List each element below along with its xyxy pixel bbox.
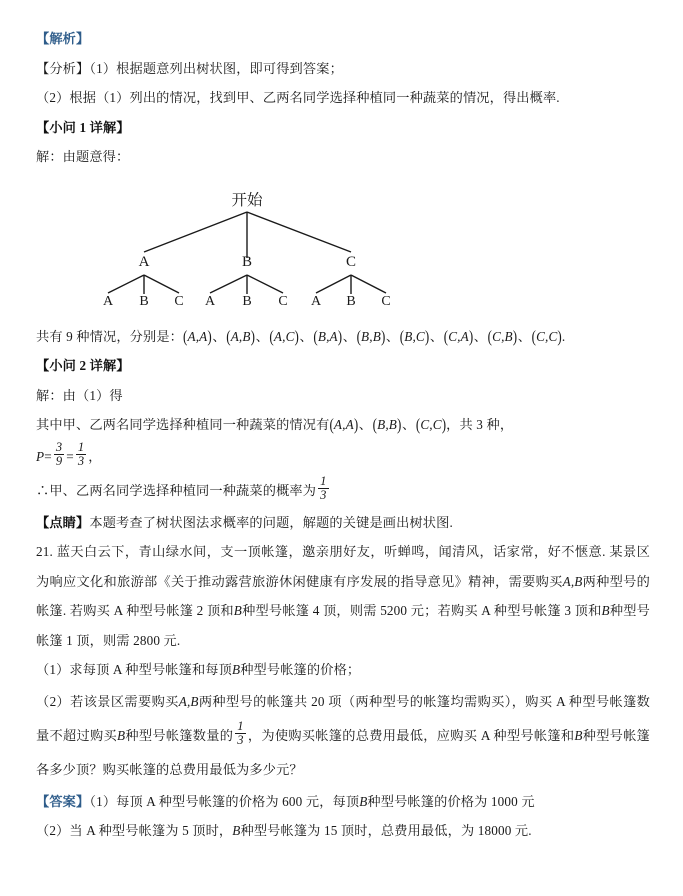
pair-first: B [361, 328, 370, 344]
outcome-pair-4 [356, 326, 386, 346]
pair-comma: , [501, 328, 505, 344]
pair-comma: , [385, 417, 389, 432]
tree-leaf-4: B [242, 293, 252, 309]
left-paren: ( [269, 326, 274, 346]
tree-node-c: C [345, 253, 357, 270]
fraction-three-ninths [54, 441, 64, 468]
outcome-pair-separator: 、 [212, 328, 226, 344]
dianjing-tag: 【点睛】 [36, 514, 90, 530]
sub2-text-4: ，为使购买帐篷的总费用最低，应购买 A 种型号帐篷和 [247, 727, 575, 743]
left-paren: ( [356, 326, 362, 346]
outcome-pair-1 [226, 326, 256, 346]
fenxi-line-2: （2）根据（1）列出的情况，找到甲、乙两名同学选择种植同一种蔬菜的情况，得出概率. [36, 90, 560, 105]
answer-1-suffix: 种型号帐篷的价格为 1000 元 [367, 793, 535, 809]
left-paren: ( [372, 414, 378, 435]
tree-leaf-3: A [204, 293, 216, 309]
answer-tag: 【答案】 [36, 793, 90, 809]
question-21-sub-1 [36, 655, 650, 685]
tree-leaf-2: C [174, 293, 184, 309]
sub2-text-5: 种型号帐篷各多少顶？购买帐篷的总费用最低为多少元？ [36, 727, 651, 777]
pair-second: B [388, 417, 398, 432]
answer-1-prefix: （1）每顶 A 种型号帐篷的价格为 600 元，每顶 [89, 793, 360, 809]
outcome-pair-separator: 、 [517, 328, 532, 344]
tree-leaf-8: C [381, 293, 391, 309]
b-italic-1: B [233, 603, 243, 618]
right-paren: ) [294, 326, 300, 346]
outcome-pair-separator: 、 [473, 328, 488, 344]
tree-leaf-1: B [139, 293, 149, 309]
same-outcomes-list [329, 414, 447, 435]
pair-first: B [317, 328, 327, 344]
sub-question-1-heading [36, 113, 650, 143]
pair-second: B [242, 328, 251, 344]
jiexi-heading [36, 24, 650, 54]
pair-comma: , [429, 417, 433, 432]
outcome-pair-8 [531, 326, 562, 346]
right-paren: ) [468, 326, 474, 346]
right-paren: ) [250, 326, 256, 346]
sub1-tag: 【小问 1 详解】 [36, 119, 130, 135]
left-paren: ( [313, 326, 318, 346]
left-paren: ( [487, 326, 493, 346]
pair-comma: , [282, 328, 286, 344]
left-paren: ( [531, 326, 537, 346]
outcome-pair-separator: 、 [342, 328, 357, 344]
pair-comma: , [326, 328, 330, 344]
pair-second: B [372, 328, 381, 344]
outcome-pair-separator: 、 [299, 328, 313, 344]
answer-line-2 [36, 816, 650, 846]
tree-diagram [36, 172, 650, 322]
sub2-text-3: 种型号帐篷数量的 [125, 727, 234, 743]
same-case-line [36, 410, 650, 440]
question-21-number: 21. [36, 544, 53, 559]
sub1-b-italic: B [231, 662, 241, 677]
equals-1: = [44, 448, 52, 464]
question-21-text-1: 蓝天白云下，青山绿水间，支一顶帐篷，邀亲朋好友，听蝉鸣，闻清风，话家常，好不惬意. 某景区为响应文化和旅游部《关于推动露营旅游休闲健康有序发展的指导意见》精神，需要购买 [36, 544, 650, 589]
fraction-one-third-conclusion [318, 475, 328, 502]
pair-first: B [404, 328, 413, 344]
right-paren: ) [557, 326, 562, 346]
answer-2-b-italic: B [232, 823, 241, 838]
right-paren: ) [512, 326, 518, 346]
tree-node-b: B [241, 253, 253, 270]
right-paren: ) [353, 414, 359, 435]
pair-second: B [504, 328, 513, 344]
pair-first: C [448, 328, 458, 344]
answer-2-prefix: （2）当 A 种型号帐篷为 5 顶时， [36, 823, 233, 838]
pair-second: C [415, 328, 425, 344]
question-21-text-4: 种型号帐篷 1 顶，则需 2800 元. [36, 603, 650, 648]
pair-second: C [432, 417, 442, 432]
pair-comma: , [412, 328, 416, 344]
pair-second: A [199, 328, 208, 344]
outcomes-suffix: . [561, 328, 566, 344]
outcomes-line [36, 322, 650, 352]
sub2-b-italic-2: B [574, 727, 583, 743]
numerator: 1 [320, 474, 327, 489]
fraction-ratio-one-third [235, 720, 245, 747]
tree-leaf-7: B [346, 293, 356, 309]
sub2-text-1: （2）若该景区需要购买 [36, 693, 179, 709]
question-21-body [36, 537, 650, 655]
right-paren: ) [380, 326, 386, 346]
left-paren: ( [415, 414, 421, 435]
pair-second: C [548, 328, 558, 344]
fenxi-line-1: 【分析】（1）根据题意列出树状图，即可得到答案； [36, 60, 343, 76]
right-paren: ) [397, 414, 402, 435]
pair-first: B [377, 417, 386, 432]
sub1-prefix: （1）求每顶 A 种型号帐篷和每顶 [36, 662, 232, 677]
answer-2-suffix: 种型号帐篷为 15 顶时，总费用最低，为 18000 元. [240, 823, 532, 838]
conclusion-text: ∴甲、乙两名同学选择种植同一种蔬菜的概率为 [36, 482, 317, 498]
ab-italic-1: A,B [562, 573, 583, 589]
outcome-pair-7 [487, 326, 518, 346]
denominator: 3 [320, 488, 327, 503]
denominator: 3 [77, 454, 85, 469]
pair-first: C [420, 417, 430, 432]
answer-line-1 [36, 787, 650, 817]
left-paren: ( [329, 414, 334, 435]
jiexi-tag: 【解析】 [36, 31, 90, 46]
outcome-pair-separator: 、 [385, 328, 400, 344]
pair-second: A [329, 328, 338, 344]
pair-second: A [345, 417, 354, 432]
same-outcome-pair-1 [372, 414, 402, 435]
sub1-solution-intro: 解：由题意得： [36, 149, 130, 164]
document-content [36, 24, 650, 846]
outcome-pair-separator: 、 [255, 328, 269, 344]
outcome-pair-3 [313, 326, 343, 346]
pair-first: C [492, 328, 502, 344]
b-italic-2: B [601, 603, 610, 618]
outcome-pair-2 [269, 326, 300, 346]
right-paren: ) [207, 326, 212, 346]
pair-comma: , [545, 328, 549, 344]
outcome-pair-6 [443, 326, 474, 346]
fraction-one-third [76, 441, 86, 468]
pair-first: A [187, 328, 196, 344]
probability-formula [36, 440, 650, 474]
pair-first: A [273, 328, 283, 344]
outcome-pair-5 [399, 326, 430, 346]
same-outcome-pair-0 [329, 414, 359, 435]
pair-first: C [536, 328, 546, 344]
dianjing-text: 本题考查了树状图法求概率的问题，解题的关键是画出树状图. [89, 514, 453, 530]
trailing-comma: ， [88, 448, 102, 464]
right-paren: ) [337, 326, 343, 346]
left-paren: ( [226, 326, 231, 346]
probability-conclusion [36, 474, 650, 508]
pair-second: A [460, 328, 469, 344]
probability-symbol: P [36, 448, 45, 464]
denominator: 9 [55, 454, 63, 469]
denominator: 3 [237, 733, 244, 748]
outcome-pair-separator: 、 [429, 328, 444, 344]
same-outcome-pair-2 [415, 414, 447, 435]
pair-comma: , [195, 328, 200, 344]
tree-diagram-lines [36, 172, 650, 322]
numerator: 1 [77, 440, 85, 455]
tree-node-a: A [138, 253, 150, 270]
left-paren: ( [183, 326, 188, 346]
outcomes-list [183, 326, 562, 346]
numerator: 3 [55, 440, 63, 455]
pair-second: C [285, 328, 295, 344]
sub2-solution-intro: 解：由（1）得 [36, 387, 123, 403]
pair-first: A [230, 328, 239, 344]
same-outcome-pair-separator: 、 [358, 417, 373, 432]
pair-comma: , [238, 328, 243, 344]
sub2-text-2: 两种型号的帐篷共 20 项（两种型号的帐篷均需购买），购买 A 种型号帐篷数量不超过购买 [36, 693, 650, 743]
pair-comma: , [369, 328, 373, 344]
right-paren: ) [424, 326, 430, 346]
outcome-pair-0 [183, 326, 212, 346]
pair-first: A [333, 417, 343, 432]
question-21-text-2: 两种型号的帐篷. 若购买 A 种型号帐篷 2 顶和 [36, 573, 650, 618]
tree-root-label: 开始 [231, 190, 263, 209]
same-case-prefix: 其中甲、乙两名同学选择种植同一种蔬菜的情况有 [36, 417, 330, 432]
sub2-ab-italic: A,B [178, 693, 199, 709]
tree-leaf-0: A [102, 293, 114, 309]
same-outcome-pair-separator: 、 [402, 417, 416, 432]
outcomes-prefix: 共有 9 种情况，分别是： [36, 328, 184, 344]
sub2-b-italic: B [116, 727, 126, 743]
question-21-text-3: 种型号帐篷 4 顶，则需 5200 元；若购买 A 种型号帐篷 3 顶和 [242, 603, 602, 618]
sub1-suffix: 种型号帐篷的价格； [240, 662, 361, 677]
left-paren: ( [443, 326, 449, 346]
left-paren: ( [399, 326, 405, 346]
equals-2: = [66, 448, 74, 464]
same-case-suffix: ，共 3 种， [446, 417, 514, 432]
answer-1-b-italic: B [359, 793, 368, 809]
sub2-tag: 【小问 2 详解】 [36, 358, 130, 373]
pair-comma: , [342, 417, 346, 432]
pair-comma: , [457, 328, 461, 344]
tree-leaf-5: C [278, 293, 288, 309]
numerator: 1 [237, 719, 244, 734]
dianjing-line [36, 508, 650, 538]
tree-leaf-6: A [310, 293, 322, 309]
right-paren: ) [441, 414, 447, 435]
question-21-sub-2 [36, 685, 650, 787]
